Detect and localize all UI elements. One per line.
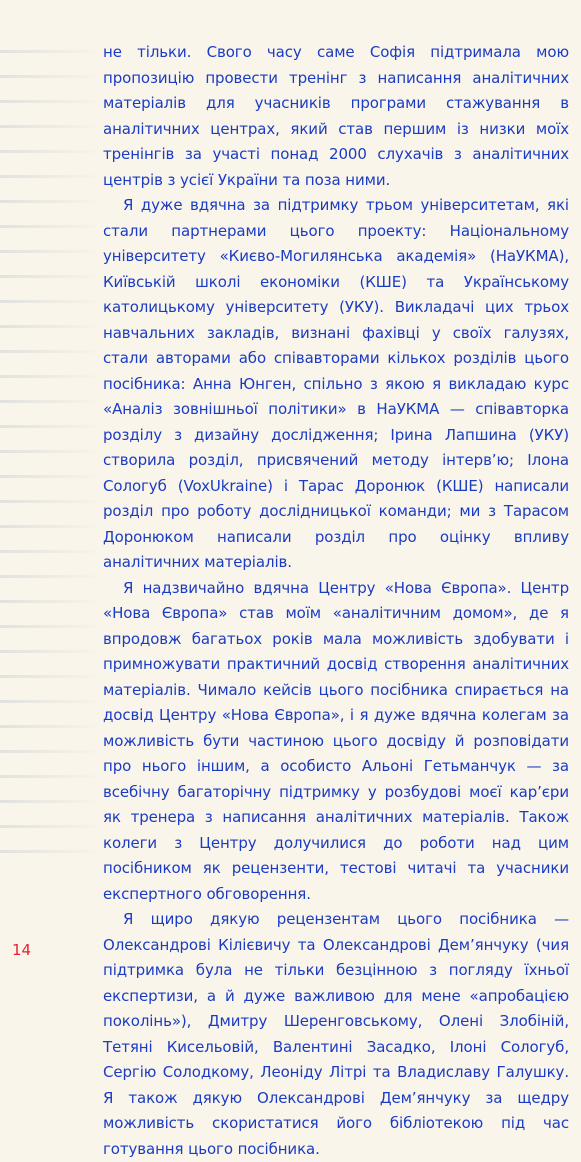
paragraph-4: Я щиро дякую рецензентам цього посібника — Олександрові Кілієвичу та Олександрові Дем’янчуку (чия підтримка була не тільки безцінною з погляду їхньої експертизи, а й дуже важливою для мене «апробацією поколінь»), Дмитру Шеренговському, Олені Злобіній, Тетяні Кисельовій, Валентині Засадко, Ілоні Сологуб, Сергію Солодкому, Леоніду Літрі та Владиславу Галушку. Я також дякую Олександрові Дем’янчуку за щедру можливість скористатися його бібліотекою під час готування цього посібника.: [103, 910, 569, 1158]
paragraph-2: Я дуже вдячна за підтримку трьом університетам, які стали партнерами цього проекту: Національному університету «Києво-Могилянська академія» (НаУКМА), Київській школі економіки (КШЕ) та Українському католицькому університету (УКУ). Викладачі цих трьох навчальних закладів, визнані фахівці у своїх галузях, стали авторами або співавторами кількох розділів цього посібника: Анна Юнген, спільно з якою я викладаю курс «Аналіз зовнішньої політики» в НаУКМА — співавторка розділу з дизайну дослідження; Ірина Лапшина (УКУ) створила розділ, присвячений методу інтерв’ю; Ілона Сологуб (VoxUkraine) і Тарас Доронюк (КШЕ) написали розділ про роботу дослідницької команди; ми з Тарасом Доронюком написали розділ про оцінку впливу аналітичних матеріалів.: [103, 196, 569, 571]
paragraph-3: Я надзвичайно вдячна Центру «Нова Європа». Центр «Нова Європа» став моїм «аналітичним домом», де я впродовж багатьох років мала можливість здобувати і примножувати практичний досвід створення аналітичних матеріалів. Чимало кейсів цього посібника спирається на досвід Центру «Нова Європа», і я дуже вдячна колегам за можливість бути частиною цього досвіду й розповідати про нього іншим, а особисто Альоні Гетьманчук — за всебічну багаторічну підтримку у розбудові моєї кар’єри як тренера з написання аналітичних матеріалів. Також колеги з Центру долучилися до роботи над цим посібником як рецензенти, тестові читачі та учасники експертного обговорення.: [103, 578, 569, 903]
reverse-side-show-through: [0, 40, 95, 860]
main-text-block: [103, 40, 569, 1162]
page-number: 14: [12, 941, 32, 959]
paragraph-1: не тільки. Свого часу саме Софія підтримала мою пропозицію провести тренінг з написання аналітичних матеріалів для учасників програми стажування в аналітичних центрах, який став першим із низки моїх тренінгів за участі понад 2000 слухачів з аналітичних центрів з усієї України та поза ними.: [103, 43, 569, 189]
